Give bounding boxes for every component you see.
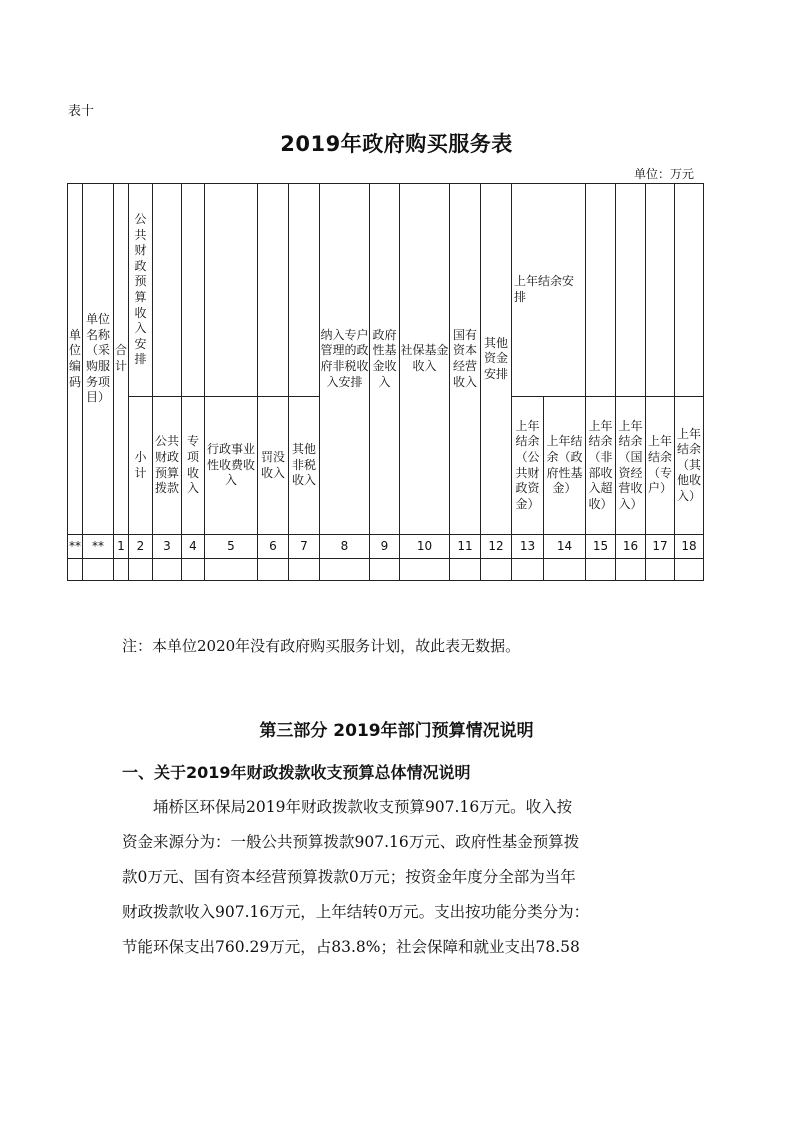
index-cell: 1: [114, 535, 129, 559]
empty-cell: [675, 559, 704, 581]
empty-cell: [370, 559, 400, 581]
header-blank: [153, 184, 182, 397]
empty-cell: [481, 559, 512, 581]
paragraph-line: 财政拨款收入907.16万元，上年结转0万元。支出按功能分类分为：: [122, 903, 590, 921]
header-prev-balance: 上年结余安排: [512, 184, 586, 397]
header-blank: [258, 184, 289, 397]
empty-cell: [400, 559, 450, 581]
header-special-income: 专项收入: [182, 397, 205, 535]
header-prev-govfund: 上年结余（政府性基金）: [544, 397, 586, 535]
empty-cell: [83, 559, 114, 581]
empty-cell: [646, 559, 675, 581]
header-blank: [289, 184, 320, 397]
empty-cell: [68, 559, 83, 581]
index-cell: 14: [544, 535, 586, 559]
index-cell: 6: [258, 535, 289, 559]
index-cell: 15: [586, 535, 616, 559]
page-title: 2019年政府购买服务表: [280, 132, 513, 156]
table-tag: 表十: [68, 104, 95, 119]
empty-cell: [586, 559, 616, 581]
index-cell: 9: [370, 535, 400, 559]
header-state-capital: 国有资本经营收入: [450, 184, 481, 535]
unit-label: 单位：万元: [633, 167, 694, 181]
header-prev-special: 上年结余（专户）: [646, 397, 675, 535]
header-social-fund: 社保基金收入: [400, 184, 450, 535]
header-total: 合计: [114, 184, 129, 535]
index-row: [68, 535, 704, 559]
header-blank: [675, 184, 704, 397]
paragraph-line: 款0万元、国有资本经营预算拨款0万元；按资金年度分全部为当年: [122, 868, 576, 886]
header-prev-other: 上年结余（其他收入）: [675, 397, 704, 535]
empty-cell: [512, 559, 544, 581]
index-cell: 8: [320, 535, 370, 559]
paragraph-line: 节能环保支出760.29万元，占83.8%；社会保障和就业支出78.58: [122, 938, 580, 956]
table-note: 注：本单位2020年没有政府购买服务计划，故此表无数据。: [122, 637, 521, 655]
header-subtotal: 小计: [129, 397, 153, 535]
index-cell: **: [68, 535, 83, 559]
header-other-nontax: 其他非税收入: [289, 397, 320, 535]
empty-row: [68, 559, 704, 581]
index-cell: 3: [153, 535, 182, 559]
index-cell: 7: [289, 535, 320, 559]
empty-cell: [544, 559, 586, 581]
empty-cell: [114, 559, 129, 581]
index-cell: 13: [512, 535, 544, 559]
empty-cell: [205, 559, 258, 581]
header-admin-fee: 行政事业性收费收入: [205, 397, 258, 535]
header-blank: [646, 184, 675, 397]
index-cell: 4: [182, 535, 205, 559]
section-heading: 一、关于2019年财政拨款收支预算总体情况说明: [122, 763, 471, 782]
header-unit-code: 单位编码: [68, 184, 83, 535]
header-prev-state: 上年结余（国资经营收入）: [616, 397, 646, 535]
index-cell: 10: [400, 535, 450, 559]
index-cell: 16: [616, 535, 646, 559]
header-prev-nontax: 上年结余（非部收入超收）: [586, 397, 616, 535]
index-cell: 17: [646, 535, 675, 559]
index-cell: 5: [205, 535, 258, 559]
header-penalty: 罚没收入: [258, 397, 289, 535]
header-special-nontax: 纳入专户管理的政府非税收入安排: [320, 184, 370, 535]
empty-cell: [450, 559, 481, 581]
header-blank: [205, 184, 258, 397]
index-cell: 12: [481, 535, 512, 559]
body-paragraph: [122, 790, 682, 965]
header-blank: [616, 184, 646, 397]
header-unit-name: 单位名称（采购服务项目）: [83, 184, 114, 535]
part-heading: 第三部分 2019年部门预算情况说明: [259, 721, 534, 741]
index-cell: **: [83, 535, 114, 559]
paragraph-line: 埇桥区环保局2019年财政拨款收支预算907.16万元。收入按: [153, 798, 573, 816]
header-prev-public: 上年结余（公共财政资金）: [512, 397, 544, 535]
empty-cell: [289, 559, 320, 581]
header-public-budget: 公共财政预算收入安排: [129, 184, 153, 397]
empty-cell: [129, 559, 153, 581]
empty-cell: [258, 559, 289, 581]
index-cell: 2: [129, 535, 153, 559]
empty-cell: [616, 559, 646, 581]
gov-purchase-table: [67, 183, 704, 581]
index-cell: 11: [450, 535, 481, 559]
header-gov-fund: 政府性基金收入: [370, 184, 400, 535]
paragraph-line: 资金来源分为：一般公共预算拨款907.16万元、政府性基金预算拨: [122, 833, 580, 851]
empty-cell: [320, 559, 370, 581]
header-blank: [182, 184, 205, 397]
header-other-funds: 其他资金安排: [481, 184, 512, 535]
header-blank: [586, 184, 616, 397]
header-public-alloc: 公共财政预算拨款: [153, 397, 182, 535]
index-cell: 18: [675, 535, 704, 559]
empty-cell: [182, 559, 205, 581]
empty-cell: [153, 559, 182, 581]
